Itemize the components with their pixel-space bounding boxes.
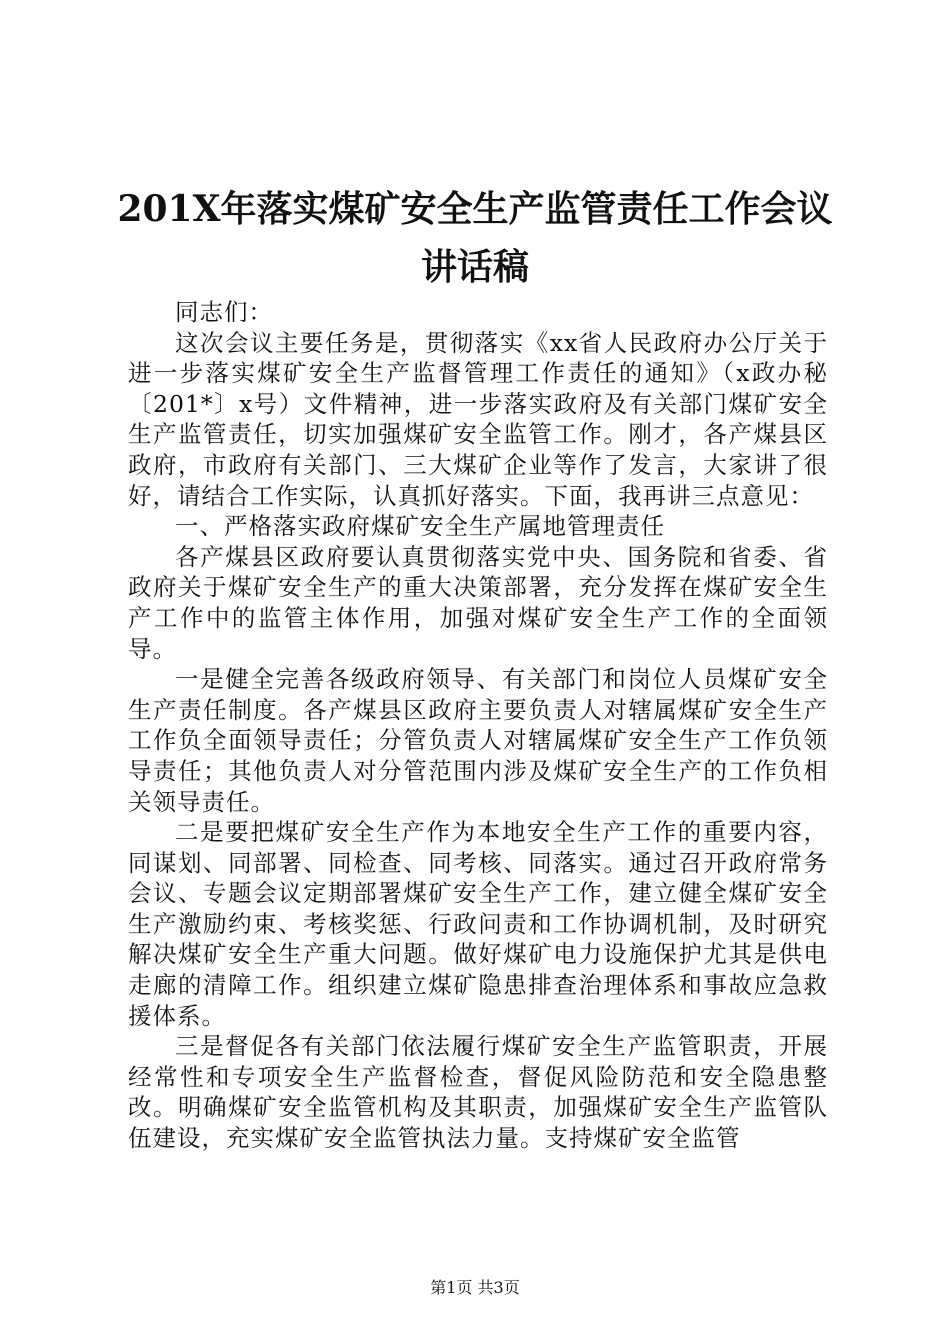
salutation: 同志们：	[175, 298, 273, 326]
page-footer: 第1页 共3页	[430, 1278, 520, 1297]
section-heading: 一、严格落实政府煤矿安全生产属地管理责任	[175, 512, 665, 541]
paragraph: 这次会议主要任务是，贯彻落实《xx省人民政府办公厅关于进一步落实煤矿安全生产监督管理工作责任的通知》（x政办秘〔201*〕x号）文件精神，进一步落实政府及有关部门煤矿安全生产监管责任，切实加强煤矿安全监管工作。刚才，各产煤县区政府，市政府有关部门、三大煤矿企业等作了发言，大家讲了很好，请结合工作实际，认真抓好落实。下面，我再讲三点意见：	[128, 328, 828, 510]
document-title-line-2: 讲话稿	[420, 246, 529, 288]
paragraph: 各产煤县区政府要认真贯彻落实党中央、国务院和省委、省政府关于煤矿安全生产的重大决策部署，充分发挥在煤矿安全生产工作中的监管主体作用，加强对煤矿安全生产工作的全面领导。	[128, 542, 828, 663]
paragraph: 三是督促各有关部门依法履行煤矿安全生产监管职责，开展经常性和专项安全生产监督检查，督促风险防范和安全隐患整改。明确煤矿安全监管机构及其职责，加强煤矿安全生产监管队伍建设，充实煤矿安全监管执法力量。支持煤矿安全监管	[128, 1032, 828, 1153]
document-body	[128, 297, 828, 1154]
paragraph: 一是健全完善各级政府领导、有关部门和岗位人员煤矿安全生产责任制度。各产煤县区政府主要负责人对辖属煤矿安全生产工作负全面领导责任；分管负责人对辖属煤矿安全生产工作负领导责任；其他负责人对分管范围内涉及煤矿安全生产的工作负相关领导责任。	[128, 665, 828, 816]
paragraph: 二是要把煤矿安全生产作为本地安全生产工作的重要内容，同谋划、同部署、同检查、同考核、同落实。通过召开政府常务会议、专题会议定期部署煤矿安全生产工作，建立健全煤矿安全生产激励约束、考核奖惩、行政问责和工作协调机制，及时研究解决煤矿安全生产重大问题。做好煤矿电力设施保护尤其是供电走廊的清障工作。组织建立煤矿隐患排查治理体系和事故应急救援体系。	[128, 818, 828, 1030]
document-title-line-1: 201X年落实煤矿安全生产监管责任工作会议	[117, 188, 833, 230]
